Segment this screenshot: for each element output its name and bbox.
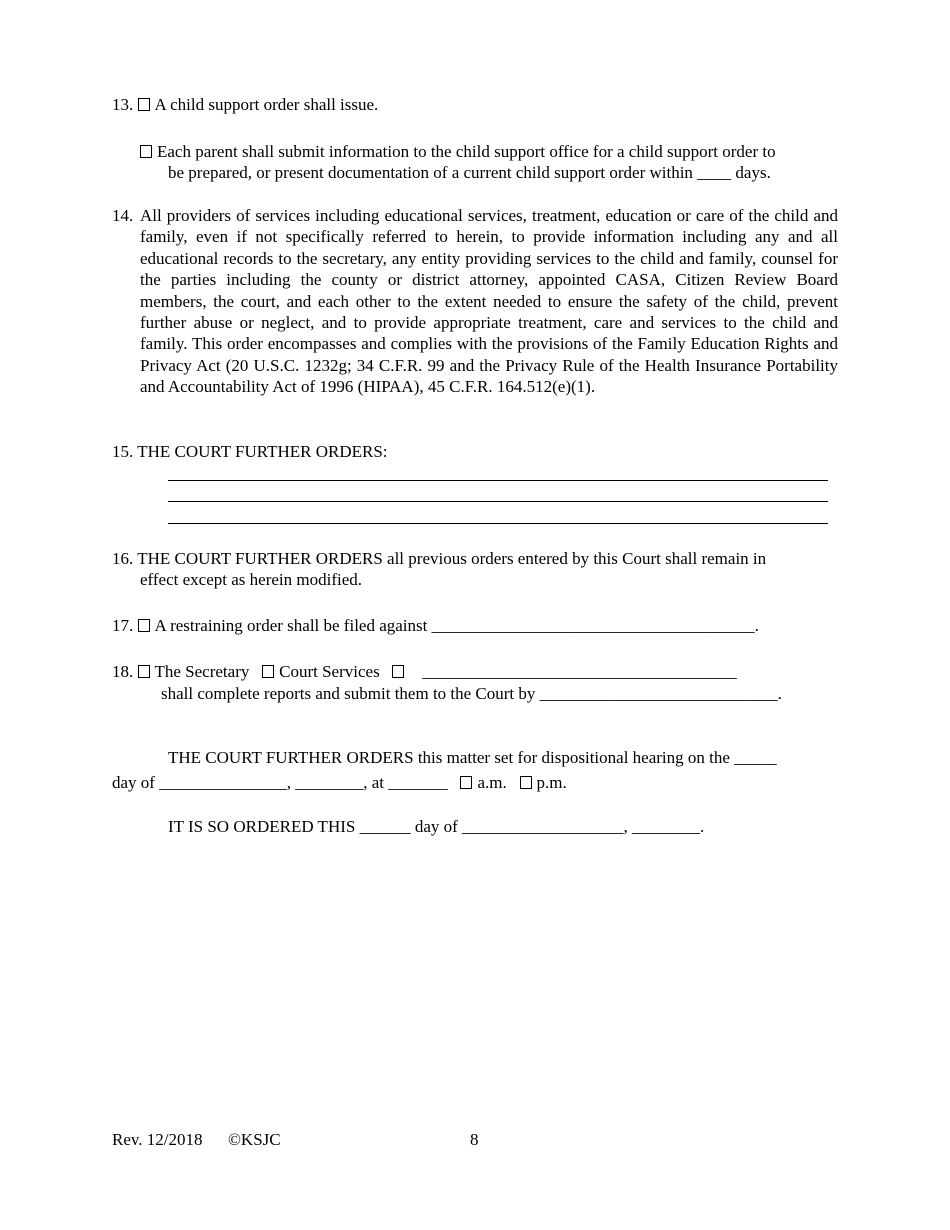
secretary-label: The Secretary: [154, 662, 250, 681]
further-orders-blank-line-3[interactable]: [168, 523, 828, 524]
secretary-checkbox[interactable]: [138, 665, 150, 678]
hearing-line-2: [112, 772, 567, 793]
item-13-sub-text-1: Each parent shall submit information to the child support office for a child support order to: [157, 142, 776, 161]
item-13-sub-line-2: be prepared, or present documentation of a current child support order within ____ days.: [168, 163, 771, 182]
item-15-number: 15.: [112, 442, 134, 461]
item-16-text-1: THE COURT FURTHER ORDERS all previous orders entered by this Court shall remain in: [137, 549, 767, 568]
item-13-text: A child support order shall issue.: [154, 95, 379, 114]
item-18-line-2: shall complete reports and submit them to the Court by ____________________________.: [161, 684, 782, 703]
item-16-line-1: [112, 548, 766, 569]
further-orders-blank-line-2[interactable]: [168, 501, 828, 502]
further-orders-blank-line-1[interactable]: [168, 480, 828, 481]
item-16-number: 16.: [112, 549, 134, 568]
so-ordered-line: IT IS SO ORDERED THIS ______ day of ___________________, ________.: [168, 817, 705, 836]
item-13-sub-checkbox[interactable]: [140, 145, 152, 158]
item-17-number: 17.: [112, 616, 134, 635]
am-checkbox[interactable]: [460, 776, 472, 789]
item-15: [112, 441, 388, 462]
page-number: 8: [470, 1130, 479, 1149]
am-label: a.m.: [477, 773, 507, 792]
court-services-label: Court Services: [279, 662, 380, 681]
item-14-number: 14.: [112, 206, 134, 225]
court-services-checkbox[interactable]: [262, 665, 274, 678]
hearing-date-text: day of _______________, ________, at _______: [112, 773, 448, 792]
item-17-text: A restraining order shall be filed against ______________________________________.: [154, 616, 759, 635]
pm-checkbox[interactable]: [520, 776, 532, 789]
item-18-line-1: [112, 661, 737, 682]
item-18-number: 18.: [112, 662, 134, 681]
footer-copyright: ©KSJC: [228, 1130, 281, 1149]
item-13-checkbox[interactable]: [138, 98, 150, 111]
other-checkbox[interactable]: [392, 665, 404, 678]
other-blank[interactable]: _____________________________________: [422, 662, 737, 681]
hearing-line-1: THE COURT FURTHER ORDERS this matter set for dispositional hearing on the _____: [168, 748, 777, 767]
item-13-number: 13.: [112, 95, 134, 114]
footer-revision: Rev. 12/2018: [112, 1130, 203, 1149]
item-17-checkbox[interactable]: [138, 619, 150, 632]
item-13-sub-line-1: [140, 141, 776, 162]
item-13: [112, 94, 378, 115]
item-15-text: THE COURT FURTHER ORDERS:: [137, 442, 388, 461]
item-16-line-2: effect except as herein modified.: [140, 570, 362, 589]
pm-label: p.m.: [536, 773, 567, 792]
item-14-text: All providers of services including educational services, treatment, education or care of the child and family, even if not specifically referred to herein, to provide information including any and all educational records to the secretary, any entity providing services to the child and family, counsel for the parties including the county or district attorney, appointed CASA, Citizen Review Board members, the court, and each other to the extent needed to ensure the safety of the child, prevent further abuse or neglect, and to provide appropriate treatment, care and services to the child and family. This order encompasses and complies with the provisions of the Family Education Rights and Privacy Act (20 U.S.C. 1232g; 34 C.F.R. 99 and the Privacy Rule of the Health Insurance Portability and Accountability Act of 1996 (HIPAA), 45 C.F.R. 164.512(e)(1).: [140, 206, 838, 397]
item-17: [112, 615, 759, 636]
